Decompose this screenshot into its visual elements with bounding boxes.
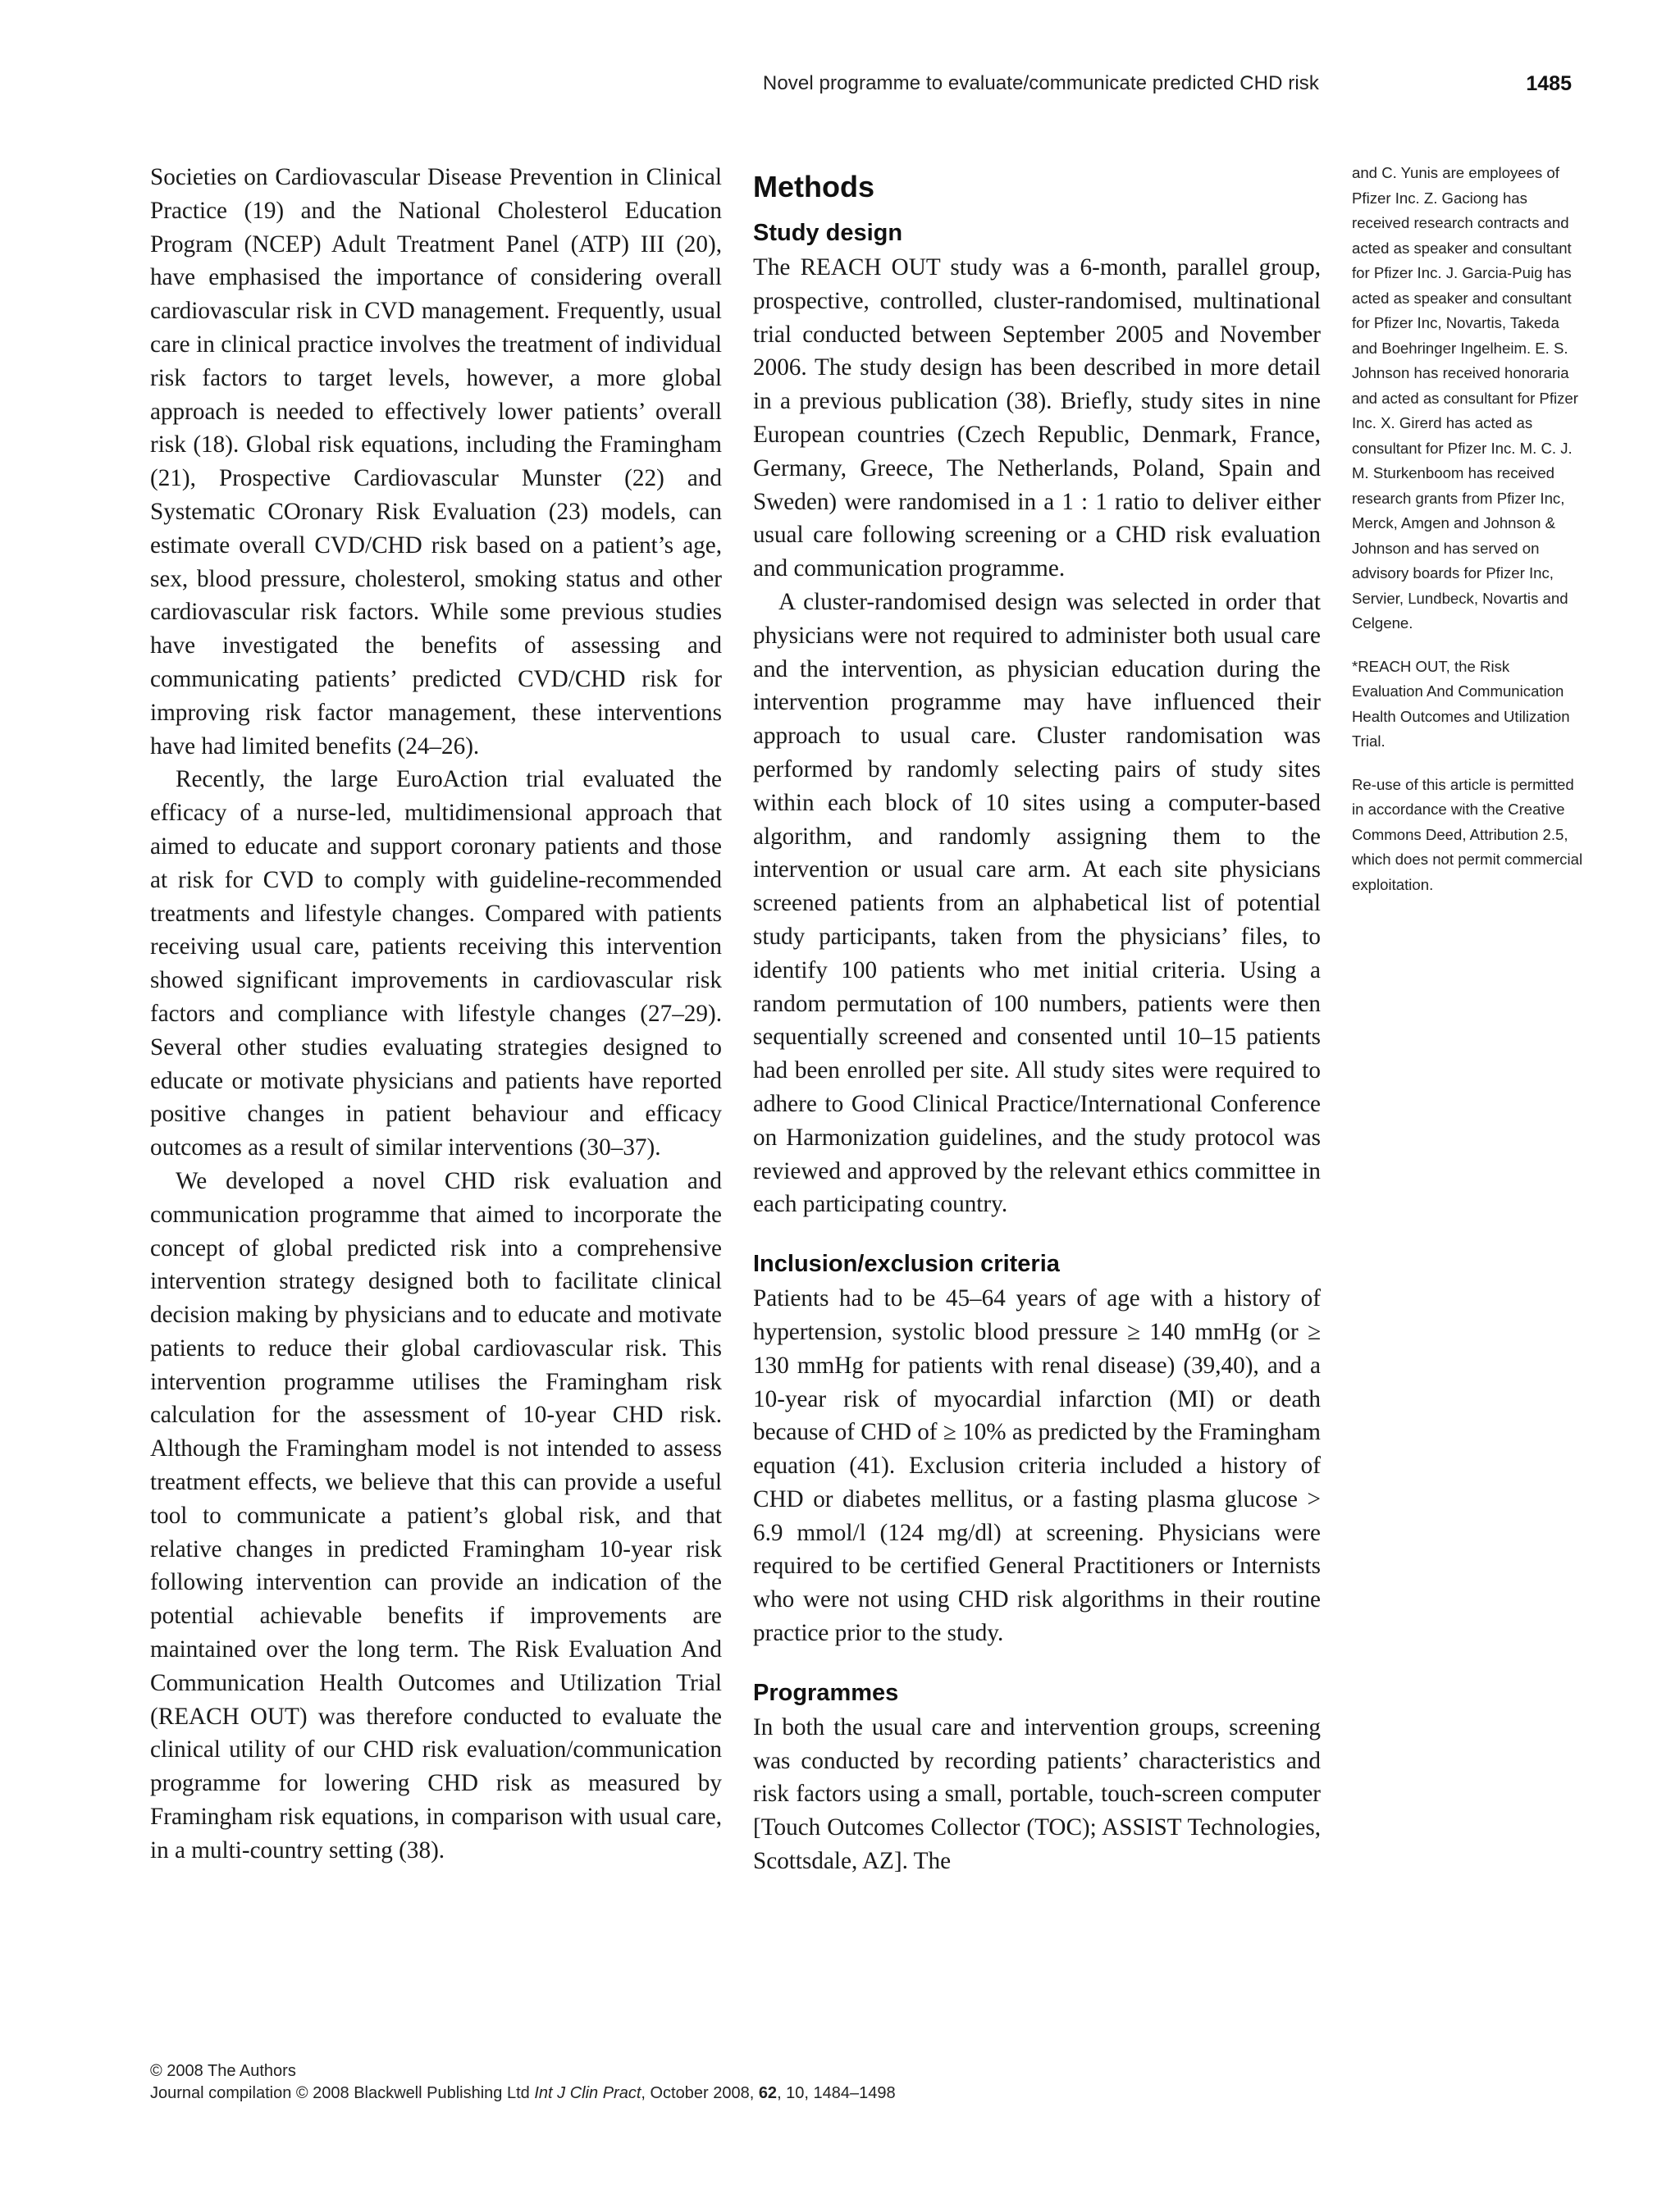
intro-paragraph-2: Recently, the large EuroAction trial evaluated the efficacy of a nurse-led, multidimensional approach that aimed to educate and support coronary patients and those at risk for CVD to comply with guideline-recommended treatments and lifestyle changes. Compared with patients receiving usual care, patients receiving this intervention showed significant improvements in cardiovascular risk factors and compliance with lifestyle changes (27–29). Several other studies evaluating strategies designed to educate or motivate physicians and patients have reported positive changes in patient behaviour and efficacy outcomes as a result of similar interventions (30–37). <box>150 766 722 1161</box>
compilation-prefix: Journal compilation © 2008 Blackwell Publishing Ltd <box>150 2084 535 2102</box>
study-design-paragraph-2: A cluster-randomised design was selected in order that physicians were not required to administer both usual care and the intervention, as physician education during the intervention programme may have influenced their approach to usual care. Cluster randomisation was performed by randomly selecting pairs of study sites within each block of 10 sites using a computer-based algorithm, and randomly assigning them to the intervention or usual care arm. At each site physicians screened patients from an alphabetical list of potential study participants, taken from the physicians’ files, to identify 100 patients who met initial criteria. Using a random permutation of 100 numbers, patients were then sequentially screened and consented until 10–15 patients had been enrolled per site. All study sites were required to adhere to Good Clinical Practice/International Conference on Harmonization guidelines, and the study protocol was reviewed and approved by the relevant ethics committee in each participating country. <box>753 588 1321 1218</box>
methods-column <box>753 161 1321 1878</box>
programmes-heading: Programmes <box>753 1679 899 1706</box>
inclusion-paragraph: Patients had to be 45–64 years of age with a history of hypertension, systolic blood pressure ≥ 140 mmHg (or ≥ 130 mmHg for patients with renal disease) (39,40), and a 10-year risk of myocardial infarction (MI) or death because of CHD of ≥ 10% as predicted by the Framingham equation (41). Exclusion criteria included a history of CHD or diabetes mellitus, or a fasting plasma glucose > 6.9 mmol/l (124 mg/dl) at screening. Physicians were required to be certified General Practitioners or Internists who were not using CHD risk algorithms in their routine practice prior to the study. <box>753 1285 1322 1647</box>
page-number: 1485 <box>1526 72 1572 95</box>
methods-heading: Methods <box>753 170 874 203</box>
running-head <box>0 72 1680 105</box>
journal-name: Int J Clin Pract <box>534 2084 641 2102</box>
journal-citation <box>150 2083 896 2105</box>
study-design-paragraph-1: The REACH OUT study was a 6-month, parallel group, prospective, controlled, cluster-randomised, multinational trial conducted between September 2005 and November 2006. The study design has been described in more detail in a previous publication (38). Briefly, study sites in nine European countries (Czech Republic, Denmark, France, Germany, Greece, The Netherlands, Poland, Spain and Sweden) were randomised in a 1 : 1 ratio to deliver either usual care following screening or a CHD risk evaluation and communication programme. <box>753 254 1321 582</box>
intro-paragraph-3: We developed a novel CHD risk evaluation and communication programme that aimed to incorporate the concept of global predicted risk into a comprehensive intervention strategy designed both to facilitate clinical decision making by physicians and to educate and motivate patients to reduce their global cardiovascular risk. This intervention programme utilises the Framingham risk calculation for the assessment of 10-year CHD risk. Although the Framingham model is not intended to assess treatment effects, we believe that this can provide a useful tool to communicate a patient’s global risk, and that relative changes in predicted Framingham 10-year risk following intervention can provide an indication of the potential achievable benefits if improvements are maintained over the long term. The Risk Evaluation And Communication Health Outcomes and Utilization Trial (REACH OUT) was therefore conducted to evaluate the clinical utility of our CHD risk evaluation/communication programme for lowering CHD risk as measured by Framingham risk equations, in comparison with usual care, in a multi-country setting (38). <box>150 1167 722 1864</box>
running-title: Novel programme to evaluate/communicate predicted CHD risk <box>762 72 1319 94</box>
issue-date: , October 2008, <box>641 2084 759 2102</box>
programmes-paragraph: In both the usual care and intervention groups, screening was conducted by recording patients’ characteristics and risk factors using a small, portable, touch-screen computer [Touch Outcomes Collector (TOC); ASSIST Technologies, Scottsdale, AZ]. The <box>753 1713 1321 1875</box>
volume-number: 62 <box>758 2084 778 2102</box>
reuse-note: Re-use of this article is permitted in accordance with the Creative Commons Deed, Attribution 2.5, which does not permit commercial exploitation. <box>1352 775 1583 893</box>
intro-paragraph-1: Societies on Cardiovascular Disease Prevention in Clinical Practice (19) and the National Cholesterol Education Program (NCEP) Adult Treatment Panel (ATP) III (20), have emphasised the importance of considering overall cardiovascular risk in CVD management. Frequently, usual care in clinical practice involves the treatment of individual risk factors to target levels, however, a more global approach is needed to effectively lower patients’ overall risk (18). Global risk equations, including the Framingham (21), Prospective Cardiovascular Munster (22) and Systematic COronary Risk Evaluation (23) models, can estimate overall CVD/CHD risk based on a patient’s age, sex, blood pressure, cholesterol, smoking status and other cardiovascular risk factors. While some previous studies have investigated the benefits of assessing and communicating patients’ predicted CVD/CHD risk for improving risk factor management, these interventions have had limited benefits (24–26). <box>150 164 722 760</box>
page-footer <box>150 2060 896 2105</box>
sidebar-notes <box>1352 161 1583 897</box>
acronym-footnote: *REACH OUT, the Risk Evaluation And Communication Health Outcomes and Utilization Trial. <box>1352 657 1570 750</box>
disclosures-note: and C. Yunis are employees of Pfizer Inc. Z. Gaciong has received research contracts and acted as speaker and consultant for Pfizer Inc. J. Garcia-Puig has acted as speaker and consultant for Pfizer Inc, Novartis, Takeda and Boehringer Ingelheim. E. S. Johnson has received honoraria and acted as consultant for Pfizer Inc. X. Girerd has acted as consultant for Pfizer Inc. M. C. J. M. Sturkenboom has received research grants from Pfizer Inc, Merck, Amgen and Johnson & Johnson and has served on advisory boards for Pfizer Inc, Servier, Lundbeck, Novartis and Celgene. <box>1352 164 1578 632</box>
copyright-line: © 2008 The Authors <box>150 2062 296 2080</box>
left-column <box>150 161 722 1868</box>
study-design-heading: Study design <box>753 220 903 246</box>
inclusion-heading: Inclusion/exclusion criteria <box>753 1251 1060 1278</box>
issue-pages: , 10, 1484–1498 <box>777 2084 896 2102</box>
